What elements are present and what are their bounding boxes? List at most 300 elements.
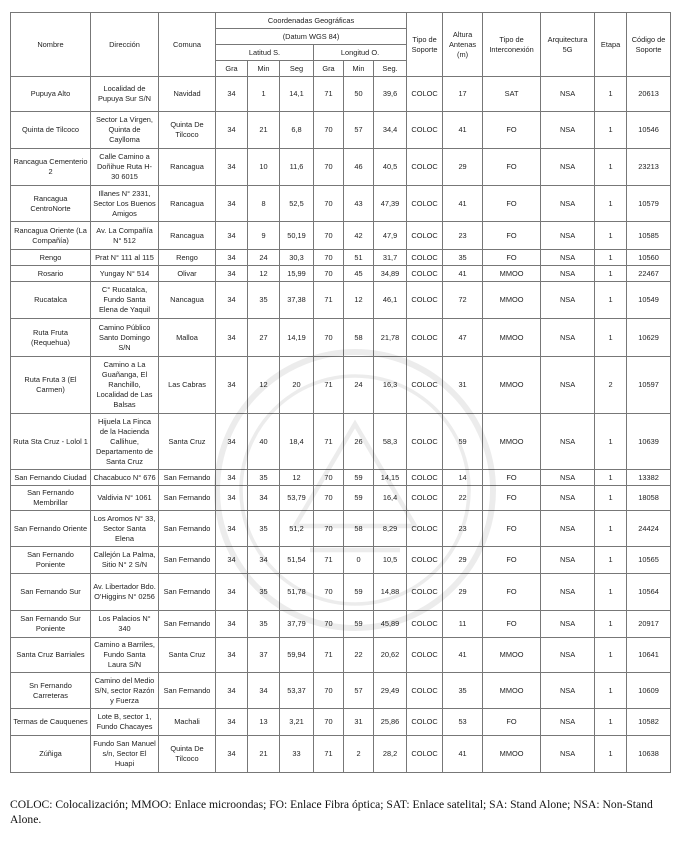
cell-interconexion: FO [483,112,541,149]
cell-etapa: 1 [595,77,627,112]
cell-altura: 11 [443,611,483,638]
cell-interconexion: SAT [483,77,541,112]
cell-lat-min: 35 [248,511,280,547]
cell-lon-gra: 70 [314,673,344,709]
cell-tipo-soporte: COLOC [407,250,443,266]
cell-altura: 35 [443,250,483,266]
cell-altura: 35 [443,673,483,709]
cell-interconexion: MMOO [483,638,541,673]
cell-lat-gra: 34 [216,282,248,319]
cell-nombre: Rancagua Oriente (La Compañía) [11,222,91,250]
cell-etapa: 1 [595,282,627,319]
cell-lat-seg: 14,1 [280,77,314,112]
cell-codigo: 10582 [627,709,671,736]
cell-arquitectura: NSA [541,319,595,357]
cell-altura: 29 [443,574,483,611]
cell-lon-seg: 39,6 [374,77,407,112]
cell-etapa: 1 [595,673,627,709]
cell-comuna: San Fernando [159,673,216,709]
cell-interconexion: FO [483,709,541,736]
cell-lon-seg: 8,29 [374,511,407,547]
cell-direccion: Valdivia N° 1061 [91,486,159,511]
table-row [11,357,671,414]
cell-lon-seg: 10,5 [374,547,407,574]
cell-tipo-soporte: COLOC [407,77,443,112]
cell-codigo: 10560 [627,250,671,266]
cell-etapa: 1 [595,186,627,222]
cell-altura: 29 [443,149,483,186]
cell-interconexion: FO [483,470,541,486]
cell-codigo: 10609 [627,673,671,709]
cell-direccion: Los Aromos N° 33, Sector Santa Elena [91,511,159,547]
cell-comuna: Quinta De Tilcoco [159,736,216,773]
cell-codigo: 10565 [627,547,671,574]
cell-lat-min: 12 [248,357,280,414]
cell-comuna: Malloa [159,319,216,357]
cell-lat-min: 12 [248,266,280,282]
cell-comuna: San Fernando [159,547,216,574]
cell-etapa: 1 [595,112,627,149]
cell-lon-gra: 71 [314,414,344,470]
cell-lat-gra: 34 [216,414,248,470]
cell-codigo: 22467 [627,266,671,282]
cell-interconexion: FO [483,486,541,511]
cell-arquitectura: NSA [541,511,595,547]
cell-lat-min: 27 [248,319,280,357]
cell-direccion: Los Palacios N° 340 [91,611,159,638]
cell-tipo-soporte: COLOC [407,186,443,222]
cell-lon-min: 58 [344,319,374,357]
cell-comuna: Machali [159,709,216,736]
cell-interconexion: MMOO [483,319,541,357]
cell-interconexion: MMOO [483,266,541,282]
cell-lat-gra: 34 [216,709,248,736]
cell-altura: 14 [443,470,483,486]
cell-direccion: Yungay N° 514 [91,266,159,282]
cell-lat-seg: 37,38 [280,282,314,319]
table-row [11,547,671,574]
cell-codigo: 10597 [627,357,671,414]
cell-lon-min: 26 [344,414,374,470]
header-latitud: Latitud S. [216,45,314,61]
cell-nombre: San Fernando Oriente [11,511,91,547]
header-datum: (Datum WGS 84) [216,29,407,45]
cell-nombre: Zúñiga [11,736,91,773]
cell-codigo: 10641 [627,638,671,673]
cell-codigo: 10546 [627,112,671,149]
cell-etapa: 1 [595,149,627,186]
cell-lat-gra: 34 [216,222,248,250]
cell-lon-seg: 16,4 [374,486,407,511]
cell-codigo: 10564 [627,574,671,611]
cell-nombre: Santa Cruz Barriales [11,638,91,673]
cell-lat-min: 34 [248,673,280,709]
table-row [11,470,671,486]
cell-nombre: Ruta Sta Cruz - Lolol 1 [11,414,91,470]
cell-interconexion: MMOO [483,357,541,414]
cell-codigo: 20613 [627,77,671,112]
cell-comuna: Rengo [159,250,216,266]
cell-etapa: 1 [595,574,627,611]
cell-codigo: 13382 [627,470,671,486]
cell-tipo-soporte: COLOC [407,611,443,638]
cell-arquitectura: NSA [541,709,595,736]
header-lat-min: Min [248,61,280,77]
cell-lat-seg: 12 [280,470,314,486]
cell-interconexion: FO [483,186,541,222]
cell-tipo-soporte: COLOC [407,149,443,186]
cell-lat-gra: 34 [216,638,248,673]
cell-interconexion: FO [483,222,541,250]
cell-nombre: Rancagua CentroNorte [11,186,91,222]
cell-codigo: 20917 [627,611,671,638]
cell-comuna: Las Cabras [159,357,216,414]
cell-lon-seg: 45,89 [374,611,407,638]
cell-lon-min: 58 [344,511,374,547]
sites-table-container [10,12,666,773]
cell-lat-seg: 15,99 [280,266,314,282]
cell-lon-min: 2 [344,736,374,773]
table-row [11,112,671,149]
cell-altura: 23 [443,511,483,547]
cell-lat-gra: 34 [216,77,248,112]
cell-altura: 41 [443,736,483,773]
table-row [11,673,671,709]
cell-lat-gra: 34 [216,149,248,186]
cell-lon-seg: 46,1 [374,282,407,319]
cell-lon-seg: 14,88 [374,574,407,611]
cell-arquitectura: NSA [541,470,595,486]
cell-altura: 72 [443,282,483,319]
cell-nombre: Sn Fernando Carreteras [11,673,91,709]
cell-tipo-soporte: COLOC [407,266,443,282]
cell-lon-gra: 71 [314,282,344,319]
cell-direccion: Av. Libertador Bdo. O'Higgins N° 0256 [91,574,159,611]
cell-lon-min: 24 [344,357,374,414]
cell-codigo: 10629 [627,319,671,357]
cell-lon-min: 42 [344,222,374,250]
cell-lat-seg: 3,21 [280,709,314,736]
cell-lat-gra: 34 [216,357,248,414]
cell-comuna: Rancagua [159,186,216,222]
header-etapa: Etapa [595,13,627,77]
cell-lon-seg: 31,7 [374,250,407,266]
cell-comuna: Navidad [159,77,216,112]
cell-lon-min: 46 [344,149,374,186]
table-body [11,77,671,773]
cell-tipo-soporte: COLOC [407,638,443,673]
table-row [11,486,671,511]
cell-tipo-soporte: COLOC [407,112,443,149]
cell-altura: 31 [443,357,483,414]
cell-codigo: 10638 [627,736,671,773]
cell-lon-gra: 70 [314,611,344,638]
cell-altura: 41 [443,638,483,673]
cell-lon-seg: 34,4 [374,112,407,149]
cell-lat-seg: 52,5 [280,186,314,222]
cell-tipo-soporte: COLOC [407,709,443,736]
cell-lon-seg: 29,49 [374,673,407,709]
table-row [11,638,671,673]
cell-comuna: San Fernando [159,574,216,611]
cell-tipo-soporte: COLOC [407,547,443,574]
cell-comuna: San Fernando [159,611,216,638]
cell-comuna: Nancagua [159,282,216,319]
cell-lon-gra: 71 [314,77,344,112]
cell-lon-gra: 70 [314,486,344,511]
cell-altura: 17 [443,77,483,112]
table-header [11,13,671,77]
cell-etapa: 2 [595,357,627,414]
cell-altura: 41 [443,186,483,222]
cell-direccion: Illanes N° 2331, Sector Los Buenos Amigos [91,186,159,222]
header-coordenadas: Coordenadas Geográficas [216,13,407,29]
cell-nombre: Rucatalca [11,282,91,319]
cell-direccion: Fundo San Manuel s/n, Sector El Huapi [91,736,159,773]
cell-lon-min: 31 [344,709,374,736]
cell-lon-min: 57 [344,673,374,709]
cell-direccion: Camino Público Santo Domingo S/N [91,319,159,357]
cell-etapa: 1 [595,736,627,773]
cell-lat-seg: 30,3 [280,250,314,266]
table-row [11,282,671,319]
cell-tipo-soporte: COLOC [407,736,443,773]
cell-interconexion: MMOO [483,736,541,773]
cell-comuna: Rancagua [159,149,216,186]
cell-lon-gra: 70 [314,511,344,547]
cell-direccion: Localidad de Pupuya Sur S/N [91,77,159,112]
cell-lon-seg: 25,86 [374,709,407,736]
cell-lon-seg: 20,62 [374,638,407,673]
cell-etapa: 1 [595,709,627,736]
cell-lon-gra: 70 [314,112,344,149]
header-longitud: Longitud O. [314,45,407,61]
cell-comuna: San Fernando [159,470,216,486]
cell-nombre: San Fernando Membrillar [11,486,91,511]
cell-lat-seg: 51,2 [280,511,314,547]
header-lon-seg: Seg. [374,61,407,77]
cell-arquitectura: NSA [541,611,595,638]
cell-arquitectura: NSA [541,149,595,186]
cell-tipo-soporte: COLOC [407,673,443,709]
cell-lat-gra: 34 [216,319,248,357]
cell-lat-seg: 53,37 [280,673,314,709]
cell-direccion: Prat N° 111 al 115 [91,250,159,266]
cell-arquitectura: NSA [541,414,595,470]
cell-lon-min: 59 [344,486,374,511]
cell-nombre: Rosario [11,266,91,282]
cell-lon-gra: 70 [314,222,344,250]
cell-direccion: Chacabuco N° 676 [91,470,159,486]
cell-lat-gra: 34 [216,547,248,574]
table-row [11,319,671,357]
cell-tipo-soporte: COLOC [407,486,443,511]
table-row [11,222,671,250]
cell-lat-min: 34 [248,486,280,511]
header-codigo-soporte: Código de Soporte [627,13,671,77]
cell-comuna: Santa Cruz [159,638,216,673]
cell-lat-seg: 51,54 [280,547,314,574]
header-altura-antenas: Altura Antenas (m) [443,13,483,77]
table-row [11,149,671,186]
cell-lon-min: 51 [344,250,374,266]
cell-arquitectura: NSA [541,547,595,574]
cell-tipo-soporte: COLOC [407,319,443,357]
cell-direccion: Lote B, sector 1, Fundo Chacayes [91,709,159,736]
cell-arquitectura: NSA [541,112,595,149]
cell-arquitectura: NSA [541,222,595,250]
cell-tipo-soporte: COLOC [407,414,443,470]
cell-direccion: C° Rucatalca, Fundo Santa Elena de Yaquil [91,282,159,319]
cell-lat-min: 21 [248,112,280,149]
table-row [11,186,671,222]
cell-lat-min: 40 [248,414,280,470]
cell-lon-seg: 34,89 [374,266,407,282]
cell-interconexion: FO [483,149,541,186]
cell-etapa: 1 [595,222,627,250]
cell-codigo: 24424 [627,511,671,547]
cell-lon-gra: 70 [314,470,344,486]
cell-lon-gra: 70 [314,266,344,282]
table-row [11,266,671,282]
cell-lat-gra: 34 [216,736,248,773]
cell-lat-min: 35 [248,282,280,319]
header-lat-seg: Seg [280,61,314,77]
cell-tipo-soporte: COLOC [407,511,443,547]
cell-lat-seg: 14,19 [280,319,314,357]
cell-etapa: 1 [595,611,627,638]
cell-interconexion: FO [483,547,541,574]
cell-altura: 41 [443,266,483,282]
cell-codigo: 10639 [627,414,671,470]
cell-arquitectura: NSA [541,736,595,773]
cell-etapa: 1 [595,319,627,357]
cell-lat-seg: 18,4 [280,414,314,470]
cell-interconexion: MMOO [483,282,541,319]
header-lon-gra: Gra [314,61,344,77]
cell-interconexion: MMOO [483,673,541,709]
cell-lon-min: 0 [344,547,374,574]
cell-comuna: San Fernando [159,486,216,511]
cell-codigo: 23213 [627,149,671,186]
cell-lat-seg: 33 [280,736,314,773]
cell-lat-gra: 34 [216,574,248,611]
sites-table [10,12,671,773]
cell-lon-min: 12 [344,282,374,319]
cell-tipo-soporte: COLOC [407,222,443,250]
cell-comuna: Olivar [159,266,216,282]
cell-arquitectura: NSA [541,673,595,709]
cell-interconexion: FO [483,511,541,547]
cell-etapa: 1 [595,511,627,547]
cell-lat-seg: 51,78 [280,574,314,611]
cell-altura: 41 [443,112,483,149]
header-direccion: Dirección [91,13,159,77]
cell-arquitectura: NSA [541,250,595,266]
cell-lon-gra: 70 [314,574,344,611]
cell-lat-gra: 34 [216,511,248,547]
cell-arquitectura: NSA [541,486,595,511]
cell-lat-seg: 11,6 [280,149,314,186]
cell-lat-min: 21 [248,736,280,773]
cell-lon-seg: 28,2 [374,736,407,773]
cell-lon-seg: 16,3 [374,357,407,414]
cell-comuna: Quinta De Tilcoco [159,112,216,149]
cell-lat-seg: 37,79 [280,611,314,638]
cell-arquitectura: NSA [541,638,595,673]
cell-lon-min: 45 [344,266,374,282]
cell-lat-gra: 34 [216,470,248,486]
cell-lat-gra: 34 [216,611,248,638]
cell-arquitectura: NSA [541,77,595,112]
cell-direccion: Camino a Barriles, Fundo Santa Laura S/N [91,638,159,673]
cell-lat-min: 37 [248,638,280,673]
cell-lat-min: 34 [248,547,280,574]
cell-lat-seg: 50,19 [280,222,314,250]
cell-nombre: Ruta Fruta 3 (El Carmen) [11,357,91,414]
cell-arquitectura: NSA [541,282,595,319]
cell-nombre: San Fernando Sur Poniente [11,611,91,638]
cell-lat-gra: 34 [216,266,248,282]
cell-arquitectura: NSA [541,357,595,414]
cell-nombre: Termas de Cauquenes [11,709,91,736]
cell-direccion: Hijuela La Finca de la Hacienda Callihue, Departamento de Santa Cruz [91,414,159,470]
cell-nombre: San Fernando Sur [11,574,91,611]
header-arquitectura-5g: Arquitectura 5G [541,13,595,77]
cell-lat-gra: 34 [216,186,248,222]
cell-lon-min: 43 [344,186,374,222]
cell-altura: 23 [443,222,483,250]
header-nombre: Nombre [11,13,91,77]
cell-nombre: San Fernando Poniente [11,547,91,574]
header-lon-min: Min [344,61,374,77]
cell-etapa: 1 [595,486,627,511]
cell-lat-min: 10 [248,149,280,186]
cell-lon-seg: 21,78 [374,319,407,357]
cell-nombre: San Fernando Ciudad [11,470,91,486]
cell-lon-min: 59 [344,470,374,486]
cell-direccion: Sector La Virgen, Quinta de Caylloma [91,112,159,149]
cell-lon-seg: 58,3 [374,414,407,470]
cell-lon-gra: 71 [314,357,344,414]
cell-lon-gra: 70 [314,250,344,266]
cell-interconexion: FO [483,250,541,266]
table-row [11,736,671,773]
cell-arquitectura: NSA [541,266,595,282]
table-row [11,414,671,470]
cell-arquitectura: NSA [541,574,595,611]
cell-nombre: Pupuya Alto [11,77,91,112]
cell-lon-gra: 71 [314,736,344,773]
cell-codigo: 18058 [627,486,671,511]
cell-tipo-soporte: COLOC [407,282,443,319]
cell-direccion: Camino a La Guañanga, El Ranchillo, Localidad de Las Balsas [91,357,159,414]
cell-nombre: Rengo [11,250,91,266]
cell-altura: 29 [443,547,483,574]
cell-lat-seg: 20 [280,357,314,414]
cell-lon-gra: 70 [314,709,344,736]
cell-direccion: Av. La Compañía N° 512 [91,222,159,250]
cell-lat-seg: 6,8 [280,112,314,149]
cell-altura: 53 [443,709,483,736]
header-comuna: Comuna [159,13,216,77]
cell-lat-seg: 53,79 [280,486,314,511]
cell-interconexion: FO [483,574,541,611]
cell-lon-seg: 47,9 [374,222,407,250]
header-tipo-interconexion: Tipo de Interconexión [483,13,541,77]
cell-arquitectura: NSA [541,186,595,222]
cell-comuna: Rancagua [159,222,216,250]
